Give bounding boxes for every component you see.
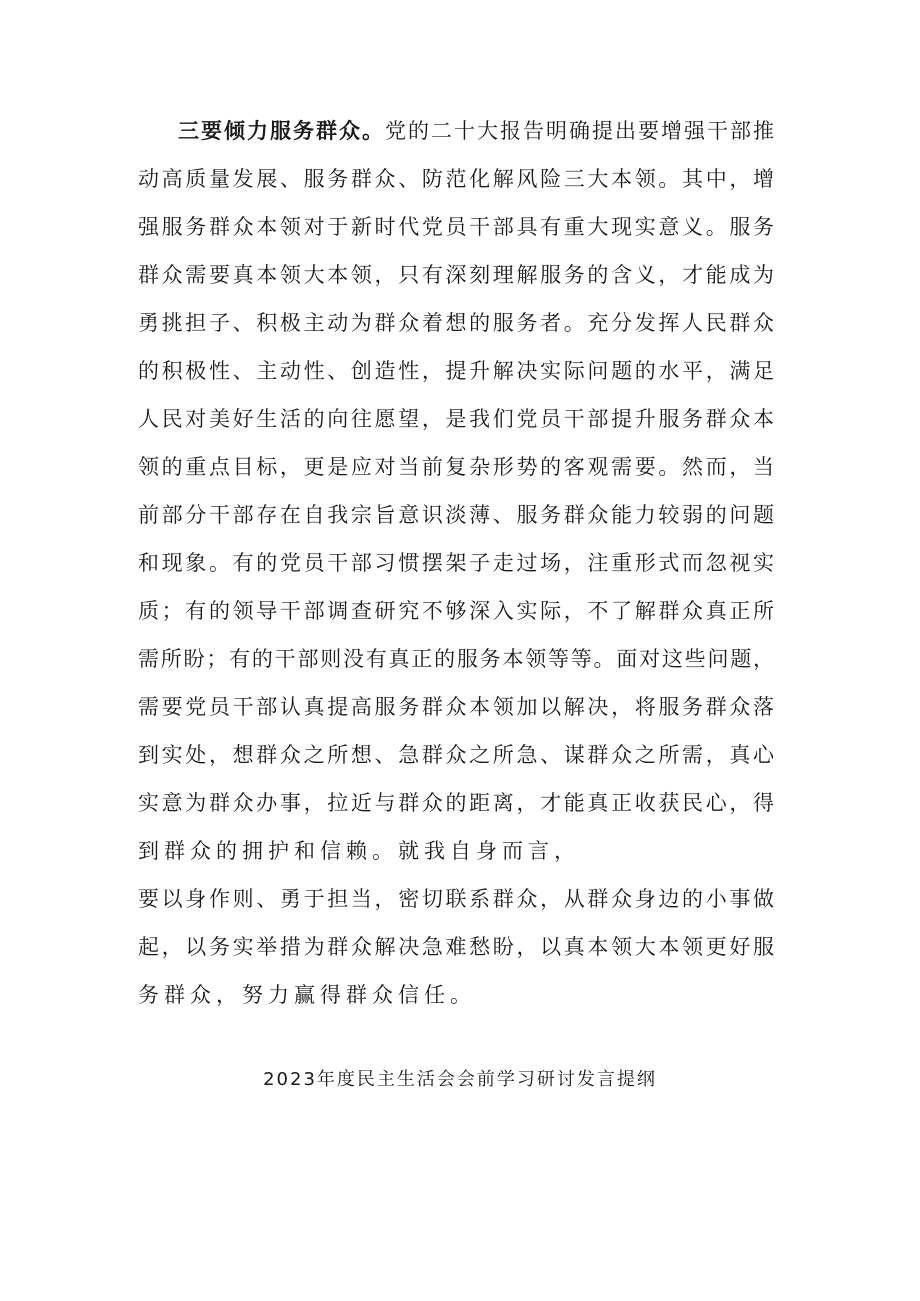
paragraph-line: 要以身作则、勇于担当，密切联系群众，从群众身边的小事做 [138, 887, 774, 911]
paragraph-line: 到群众的拥护和信赖。就我自身而言， [138, 839, 580, 863]
paragraph-line: 人民对美好生活的向往愿望，是我们党员干部提升服务群众本 [138, 407, 774, 431]
paragraph-line: 勇挑担子、积极主动为群众着想的服务者。充分发挥人民群众 [138, 311, 774, 335]
paragraph-line: 需所盼；有的干部则没有真正的服务本领等等。面对这些问题， [138, 647, 774, 671]
paragraph-line: 到实处，想群众之所想、急群众之所急、谋群众之所需，真心 [138, 743, 774, 767]
paragraph-line: 和现象。有的党员干部习惯摆架子走过场，注重形式而忽视实 [138, 551, 774, 575]
paragraph-line: 的积极性、主动性、创造性，提升解决实际问题的水平，满足 [138, 359, 774, 383]
paragraph-line: 务群众，努力赢得群众信任。 [138, 983, 476, 1007]
paragraph-line: 起，以务实举措为群众解决急难愁盼，以真本领大本领更好服 [138, 935, 774, 959]
paragraph-line: 群众需要真本领大本领，只有深刻理解服务的含义，才能成为 [138, 263, 774, 287]
paragraph-line: 强服务群众本领对于新时代党员干部具有重大现实意义。服务 [138, 215, 774, 239]
paragraph-line: 前部分干部存在自我宗旨意识淡薄、服务群众能力较弱的问题 [138, 503, 774, 527]
document-title: 2023年度民主生活会会前学习研讨发言提纲 [263, 1069, 657, 1090]
paragraph-line: 动高质量发展、服务群众、防范化解风险三大本领。其中，增 [138, 167, 774, 191]
paragraph-line: 质；有的领导干部调查研究不够深入实际，不了解群众真正所 [138, 599, 774, 623]
paragraph-first-line-text: 党的二十大报告明确提出要增强干部推 [385, 119, 774, 143]
paragraph-lead-heading: 三要倾力服务群众。 [178, 118, 385, 143]
paragraph-line: 需要党员干部认真提高服务群众本领加以解决，将服务群众落 [138, 695, 774, 719]
paragraph-line-1 [178, 113, 774, 149]
paragraph-line: 实意为群众办事，拉近与群众的距离，才能真正收获民心，得 [138, 791, 774, 815]
paragraph-line: 领的重点目标，更是应对当前复杂形势的客观需要。然而，当 [138, 455, 774, 479]
